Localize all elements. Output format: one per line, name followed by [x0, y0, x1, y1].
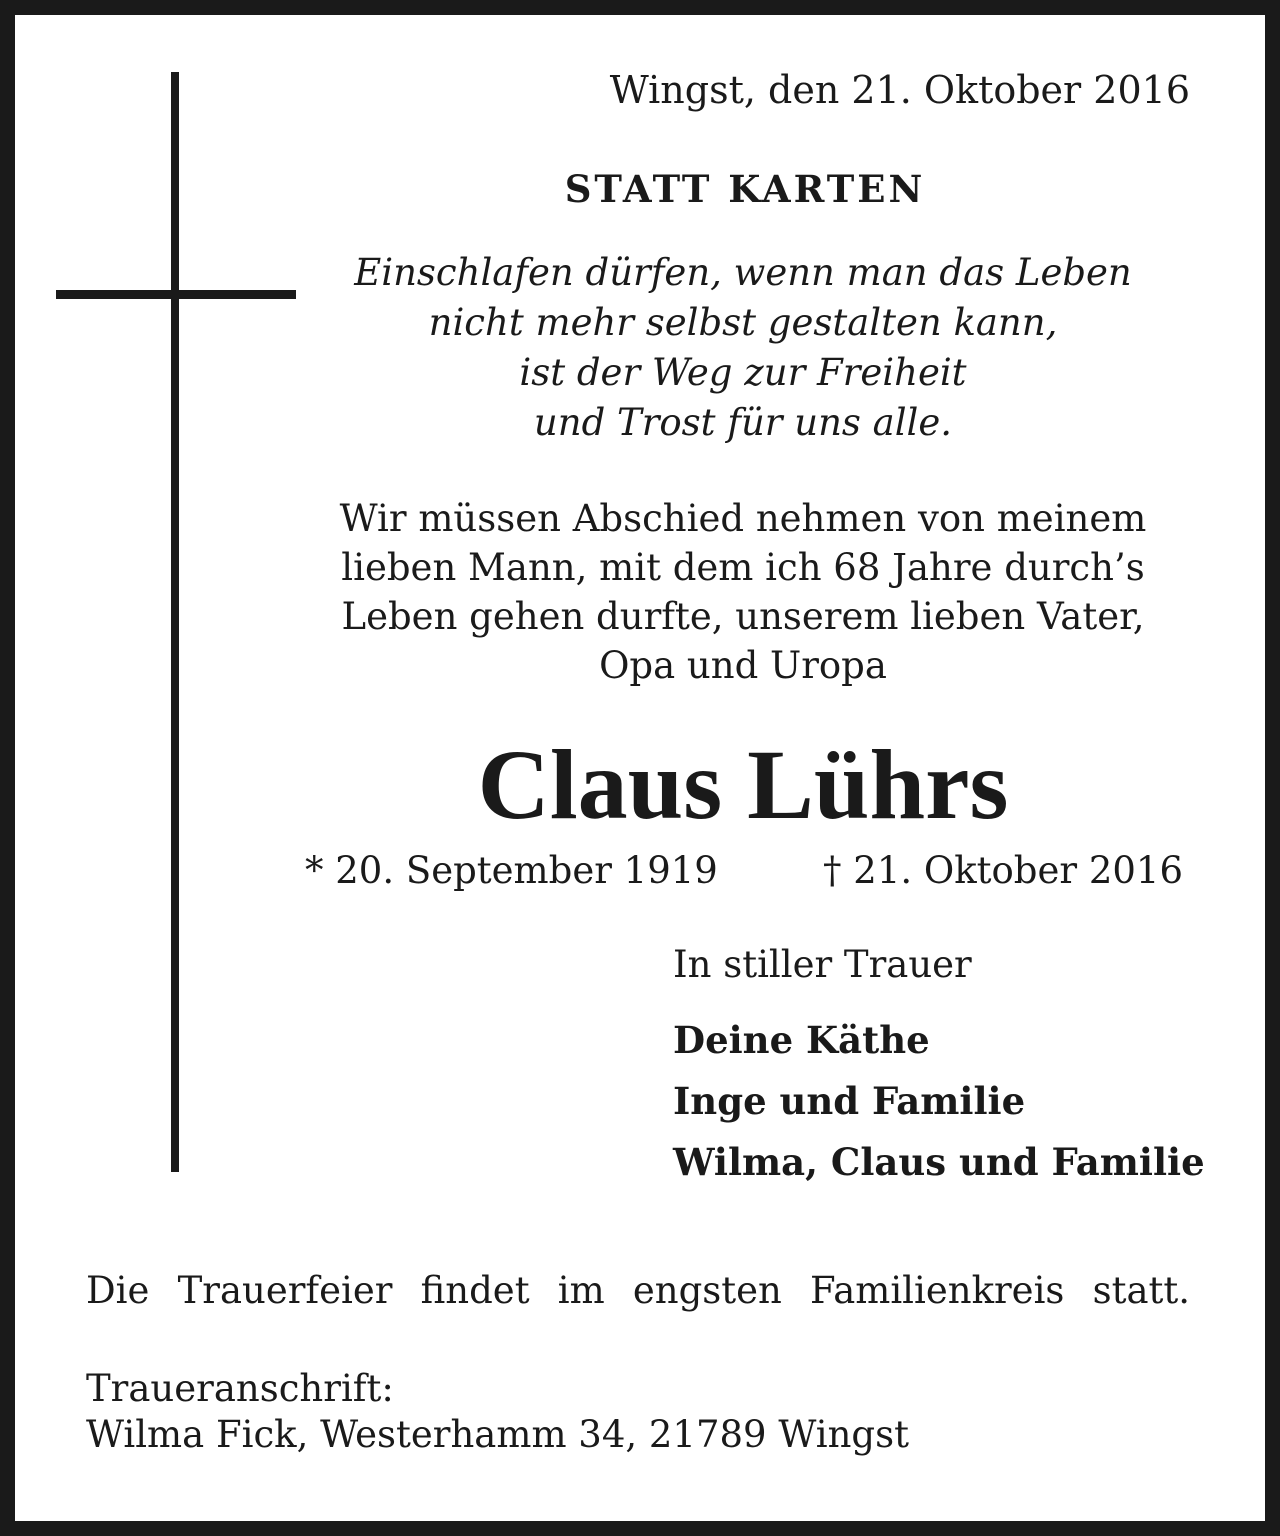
- mourners-list: [673, 1010, 1205, 1193]
- cross-vertical-bar: [171, 72, 179, 1172]
- mourning-address: Wilma Fick, Westerhamm 34, 21789 Wingst: [86, 1413, 909, 1456]
- notice-header: STATT KARTEN: [564, 167, 926, 211]
- verse-line: ist der Weg zur Freiheit: [519, 351, 967, 394]
- verse-line: nicht mehr selbst gestalten kann,: [428, 301, 1058, 344]
- verse: [320, 248, 1166, 448]
- farewell-message: [300, 494, 1186, 690]
- deceased-name: Claus Lührs: [477, 729, 1009, 840]
- message-line: Opa und Uropa: [599, 644, 887, 687]
- mourner: Wilma, Claus und Familie: [673, 1140, 1205, 1184]
- message-line: Wir müssen Abschied nehmen von meinem: [339, 497, 1147, 540]
- funeral-note: Die Trauerfeier findet im engsten Familienkreis statt.: [86, 1269, 1190, 1312]
- cross-horizontal-bar: [56, 290, 296, 299]
- message-line: Leben gehen durfte, unserem lieben Vater,: [341, 595, 1145, 638]
- mourner: Deine Käthe: [673, 1018, 930, 1062]
- death-date: † 21. Oktober 2016: [823, 849, 1183, 892]
- birth-date: * 20. September 1919: [305, 849, 718, 892]
- verse-line: und Trost für uns alle.: [533, 401, 953, 444]
- message-line: lieben Mann, mit dem ich 68 Jahre durch’s: [341, 546, 1145, 589]
- verse-line: Einschlafen dürfen, wenn man das Leben: [354, 251, 1132, 294]
- mourner: Inge und Familie: [673, 1079, 1026, 1123]
- place-date: Wingst, den 21. Oktober 2016: [609, 68, 1190, 112]
- mourning-intro: In stiller Trauer: [673, 943, 972, 986]
- address-label: Traueranschrift:: [86, 1367, 394, 1410]
